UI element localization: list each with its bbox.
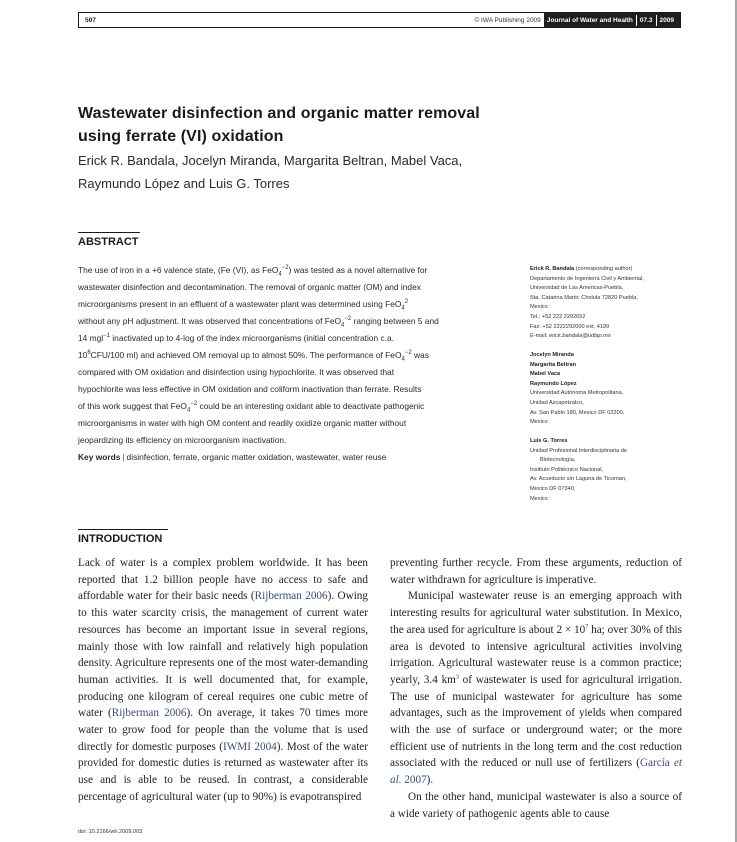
- affiliation-line: Instituto Politécnico Nacional,: [530, 466, 604, 473]
- author-name: Mabel Vaca: [530, 371, 561, 378]
- body-column-left: [78, 555, 368, 806]
- affiliation-block: [530, 351, 695, 428]
- abstract-line: microorganisms present in an effluent of a wastewater plant was determined using FeO$_4^2$: [78, 299, 409, 312]
- citation-link[interactable]: Rijberman 2006: [111, 707, 187, 720]
- title-line: Wastewater disinfection and organic matter removal: [78, 105, 480, 122]
- affiliation-line: Mexico: [530, 419, 548, 426]
- affiliation-line: Universidad de Las Americas-Puebla,: [530, 285, 624, 292]
- citation-link[interactable]: IWMI 2004: [222, 740, 277, 753]
- separator: [656, 15, 657, 26]
- affiliation-line: Sta. Catarina Martir, Cholula 72820 Puebla,: [530, 294, 638, 301]
- affiliation-line: Biotecnología,: [540, 457, 576, 464]
- author-list: [78, 149, 528, 195]
- paragraph: Lack of water is a complex problem worldwide. It has been reported that 1.2 billion people have no access to safe and affordable water for their basic needs (Rijberman 2006). Owing to this water scarcity crisis, the management of current water resources has become an important issue in several regions, mainly those with low rainfall and relatively high population density. Agriculture represents one of the most water-demanding human activities. It is well documented that, for example, producing one kilogram of cereal requires one cubic metre of water (Rijberman 2006). On average, it takes 70 times more water to grow food for people than the volume that is used directly for domestic purposes (IWMI 2004). Most of the water provided for domestic duties is returned as wastewater after its use and is able to be reused. In contrast, a considerable percentage of agricultural water (up to 90%) is evapotranspired: [78, 557, 368, 803]
- author-name: Jocelyn Miranda: [530, 352, 574, 358]
- journal-banner: [544, 13, 680, 27]
- abstract-line: without any pH adjustment. It was observed that concentrations of FeO$_4^{-2}$ ranging between 5 and: [78, 316, 439, 329]
- affiliation-line: Departamento de Ingeniería Civil y Ambiental,: [530, 275, 644, 282]
- abstract-line: of this work suggest that FeO$_4^{-2}$ could be an interesting oxidant able to deactivate pathogenic: [78, 401, 425, 414]
- affiliation-line: Av. Acueducto s/n Laguna de Ticoman,: [530, 476, 627, 483]
- affiliation-block: [530, 265, 695, 342]
- doi[interactable]: doi: 10.2166/wh.2009.003: [78, 829, 143, 835]
- keywords-label: Key words: [78, 452, 121, 462]
- abstract-line: jeopardizing its efficiency on microorganism inactivation.: [78, 435, 287, 445]
- paragraph: On the other hand, municipal wastewater is also a source of a wide variety of pathogenic agents able to cause: [390, 790, 682, 820]
- page-number: 507: [85, 16, 96, 24]
- separator: [636, 15, 637, 26]
- author-name: Margarita Beltran: [530, 361, 577, 368]
- affiliation-block: [530, 437, 695, 504]
- paragraph: preventing further recycle. From these arguments, reduction of water withdrawn for agriculture is imperative.: [390, 557, 682, 586]
- title-line: using ferrate (VI) oxidation: [78, 128, 284, 145]
- abstract-line: hypochlorite was less effective in OM oxidation and coliform inactivation than ferrate. Results: [78, 384, 422, 394]
- heading-rule: [78, 232, 140, 233]
- abstract-line: compared with OM oxidation and disinfection using hypochlorite. It was observed that: [78, 367, 395, 377]
- affiliation-line: Mexico DF 07340,: [530, 485, 576, 492]
- journal-year: 2009: [659, 16, 674, 24]
- heading-rule: [78, 529, 168, 530]
- email-link[interactable]: erick.bandala@udlap.mx: [548, 333, 611, 340]
- copyright: © IWA Publishing 2009: [474, 16, 541, 24]
- heading-text: INTRODUCTION: [78, 533, 163, 546]
- affiliation-line: Av. San Pablo 180, Mexico DF 02200,: [530, 409, 625, 416]
- affiliation-line: Universidad Autónoma Metropolitana,: [530, 390, 624, 397]
- affiliation-line: Mexico: [530, 304, 548, 311]
- abstract-line: wastewater disinfection and decontamination. The removal of organic matter (OM) and index: [78, 282, 421, 292]
- affiliation-line: Mexico: [530, 495, 548, 502]
- keywords-list: disinfection, ferrate, organic matter oxidation, wastewater, water reuse: [126, 452, 387, 462]
- affiliation-line: Unidad Profesional Interdisciplinaria de: [530, 447, 628, 454]
- keywords: Key words | disinfection, ferrate, organic matter oxidation, wastewater, water reuse: [78, 452, 387, 462]
- authors-line: Erick R. Bandala, Jocelyn Miranda, Margarita Beltran, Mabel Vaca,: [78, 153, 463, 168]
- phone: Tel.: +52 222 2292652: [530, 313, 586, 320]
- running-header: [78, 12, 681, 28]
- abstract-line: $10^6CFU/100$ ml) and achieved OM removal up to almost 50%. The performance of FeO$_4^{-2}$ was: [78, 350, 429, 363]
- abstract-body: [78, 262, 518, 466]
- abstract-heading: [78, 232, 140, 248]
- citation-link[interactable]: Rijberman 2006: [254, 590, 328, 603]
- abstract-line: microorganisms in water with high OM content and readily oxidize organic matter without: [78, 418, 407, 428]
- authors-line: Raymundo López and Luis G. Torres: [78, 176, 290, 191]
- fax: Fax: +52 2222292000 ext. 4199: [530, 323, 610, 330]
- abstract-line: The use of iron in a +6 valence state, (Fe (VI), as FeO$_4^{-2}$) was tested as a novel alternative for: [78, 265, 428, 278]
- author-name: Erick R. Bandala: [530, 266, 575, 272]
- author-note: (corresponding author): [574, 266, 633, 272]
- abstract-line: 14 mgl$^{-1}$ inactivated up to 4-log of the index microorganisms (initial concentration c.a.: [78, 333, 394, 343]
- journal-volume: 07.3: [639, 16, 653, 24]
- author-name: Luis G. Torres: [530, 438, 568, 444]
- citation-link[interactable]: García et al. 2007: [390, 757, 683, 787]
- author-name: Raymundo López: [530, 380, 577, 387]
- paragraph: Municipal wastewater reuse is an emerging approach with interesting results for agricultural water substitution. In Mexico, the area used for agriculture is about $2 \times 10^7$ ha; over 30% of this area is devoted to intensive agricultural activities involving irrigation. Agricultural wastewater reuse is a common practice; yearly, 3.4 $km^3$ of wastewater is used for agricultural irrigation. The use of municipal wastewater for agriculture has some advantages, such as the improvement of yields when compared with the use of surface or underground water; or the more efficient use of nutrients in the long term and the cost reduction associated with the reduced or null use of fertilizers (García et al. 2007).: [390, 590, 683, 787]
- journal-name: Journal of Water and Health: [546, 16, 633, 24]
- article-title: [78, 102, 528, 148]
- email-label: E-mail:: [530, 333, 549, 340]
- heading-text: ABSTRACT: [78, 236, 139, 249]
- introduction-heading: [78, 529, 168, 545]
- affiliation-line: Unidad Azcapotzalco,: [530, 399, 584, 406]
- body-column-right: [390, 555, 682, 822]
